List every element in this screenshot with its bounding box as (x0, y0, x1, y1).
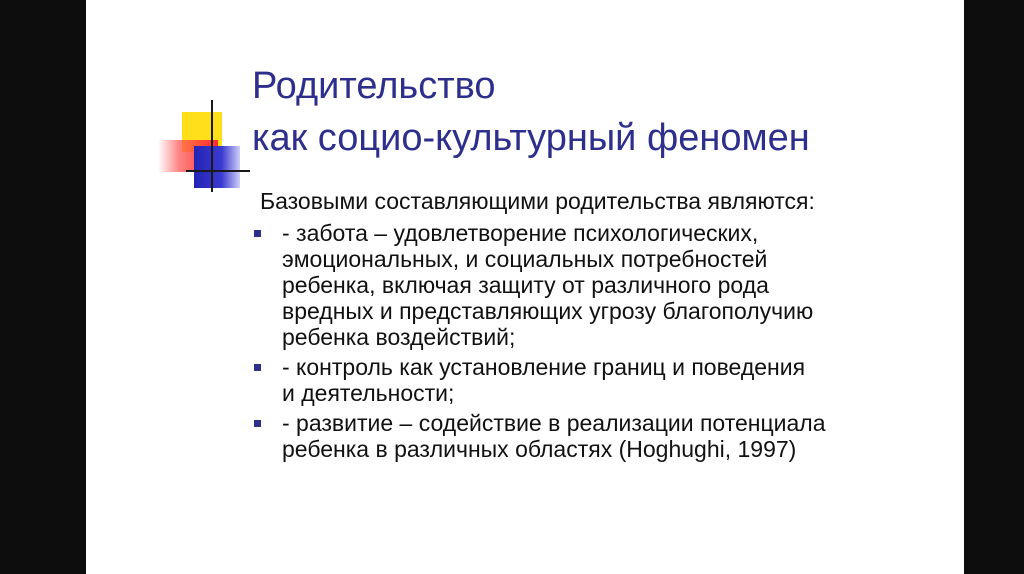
presentation-slide (86, 0, 964, 574)
slide-title (252, 60, 810, 164)
square-bullet-icon (254, 420, 261, 427)
slide-title-line-2: как социо-культурный феномен (252, 117, 810, 159)
bullet-text: - забота – удовлетворение психологических, эмоциональных, и социальных потребностей ребенка, включая защиту от различного рода вредных и представляющих угрозу благополучию ребенка воздействий; (282, 220, 814, 350)
bullet-text: - контроль как установление границ и поведения и деятельности; (282, 354, 806, 406)
logo-yellow-square (182, 112, 222, 152)
slide-body (252, 188, 952, 466)
list-item (252, 220, 952, 350)
logo-red-square (158, 140, 218, 172)
slide-title-line-1: Родительство (252, 65, 496, 107)
logo-blue-square (194, 146, 240, 188)
bullet-text: - развитие – содействие в реализации потенциала ребенка в различных областях (Hoghughi, 1997) (282, 410, 826, 462)
bullet-list (252, 220, 952, 462)
intro-text: Базовыми составляющими родительства являются: (260, 188, 815, 214)
square-bullet-icon (254, 364, 261, 371)
square-bullet-icon (254, 230, 261, 237)
list-item (252, 410, 952, 462)
logo-vertical-line (211, 100, 213, 192)
logo-horizontal-line (186, 170, 250, 172)
list-item (252, 354, 952, 406)
